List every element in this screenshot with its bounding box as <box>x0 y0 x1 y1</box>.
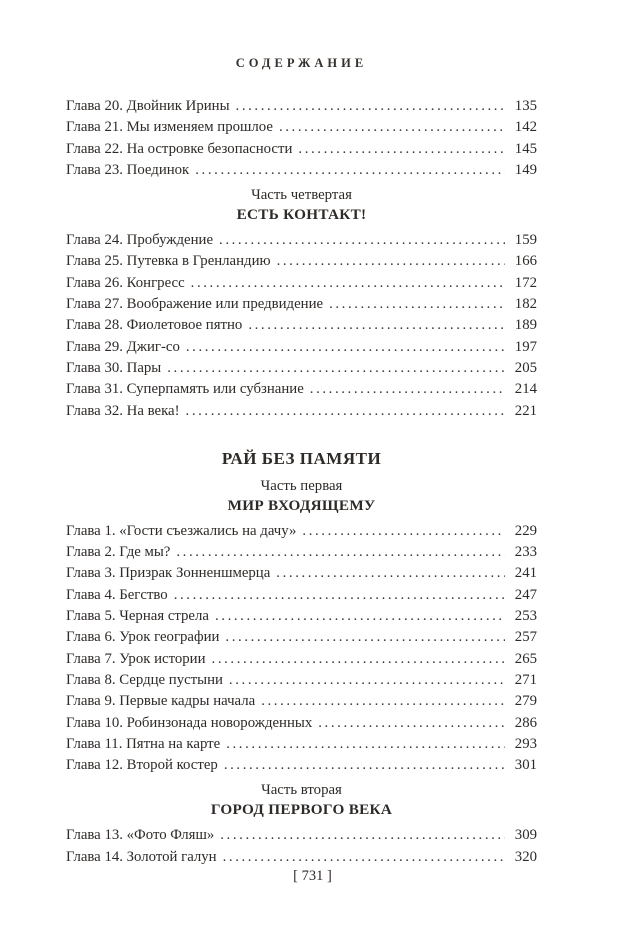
toc-entry <box>66 401 537 422</box>
toc-entry <box>66 825 537 846</box>
toc-entry <box>66 713 537 734</box>
toc-entry-page: 189 <box>514 317 537 334</box>
part-number: Часть вторая <box>261 782 342 799</box>
toc-entry-page: 182 <box>514 296 537 313</box>
toc-entry-title: Глава 11. Пятна на карте <box>66 735 221 752</box>
dot-leader <box>298 139 505 160</box>
toc-entry <box>66 337 537 358</box>
toc-entry <box>66 358 537 379</box>
dot-leader <box>224 755 505 776</box>
toc-entry-page: 159 <box>514 232 537 249</box>
dot-leader <box>186 337 505 358</box>
dot-leader <box>167 358 505 379</box>
toc-entry-title: Глава 28. Фиолетовое пятно <box>66 317 243 334</box>
toc-entry-page: 247 <box>514 586 537 603</box>
toc-entry-page: 286 <box>514 714 537 731</box>
dot-leader <box>279 117 505 138</box>
dot-leader <box>318 713 505 734</box>
toc-entry-page: 293 <box>514 735 537 752</box>
toc-entry <box>66 160 537 181</box>
dot-leader <box>261 691 505 712</box>
toc-entry-title: Глава 6. Урок географии <box>66 629 220 646</box>
dot-leader <box>176 542 505 563</box>
toc-entry <box>66 670 537 691</box>
toc-entry-page: 166 <box>514 253 537 270</box>
part-heading <box>66 477 537 516</box>
toc-entry <box>66 379 537 400</box>
toc-entry-title: Глава 23. Поединок <box>66 161 190 178</box>
toc-entry-page: 145 <box>514 140 537 157</box>
toc-entry-page: 233 <box>514 544 537 561</box>
dot-leader <box>186 401 505 422</box>
page-number: [ 731 ] <box>293 868 332 884</box>
book-title: РАЙ БЕЗ ПАМЯТИ <box>221 448 382 468</box>
toc-entry-page: 197 <box>514 338 537 355</box>
toc-entry <box>66 230 537 251</box>
toc-entry <box>66 649 537 670</box>
toc-entry-title: Глава 30. Пары <box>66 359 162 376</box>
part-number: Часть первая <box>260 477 343 494</box>
toc-entry-title: Глава 9. Первые кадры начала <box>66 693 256 710</box>
toc-entry-title: Глава 14. Золотой галун <box>66 848 217 865</box>
toc-entry-page: 205 <box>514 359 537 376</box>
dot-leader <box>191 273 505 294</box>
toc-entry-title: Глава 22. На островке безопасности <box>66 140 293 157</box>
dot-leader <box>219 230 505 251</box>
toc-entry <box>66 691 537 712</box>
part-title: МИР ВХОДЯЩЕМУ <box>227 496 376 514</box>
toc-entry-title: Глава 21. Мы изменяем прошлое <box>66 119 273 136</box>
toc-entry-title: Глава 24. Пробуждение <box>66 232 214 249</box>
toc-entry-page: 149 <box>514 161 537 178</box>
toc-entry-page: 229 <box>514 522 537 539</box>
toc-entry <box>66 251 537 272</box>
part-number: Часть четвертая <box>251 187 352 204</box>
toc-entry-page: 265 <box>514 650 537 667</box>
dot-leader <box>212 649 505 670</box>
toc-entry-page: 309 <box>514 827 537 844</box>
dot-leader <box>174 585 505 606</box>
toc-entry-title: Глава 31. Суперпамять или субзнание <box>66 381 304 398</box>
toc-entry <box>66 847 537 868</box>
toc-entry-page: 279 <box>514 693 537 710</box>
toc-entry <box>66 273 537 294</box>
toc-entry <box>66 563 537 584</box>
toc-entry <box>66 96 537 117</box>
dot-leader <box>226 734 505 755</box>
toc-entry-title: Глава 7. Урок истории <box>66 650 206 667</box>
toc-entry-title: Глава 32. На века! <box>66 402 180 419</box>
part-heading <box>66 186 537 225</box>
dot-leader <box>310 379 505 400</box>
toc-entry-title: Глава 13. «Фото Фляш» <box>66 827 215 844</box>
toc-entry-title: Глава 8. Сердце пустыни <box>66 671 223 688</box>
dot-leader <box>215 606 505 627</box>
toc-entry-page: 241 <box>514 565 537 582</box>
toc-entry-page: 301 <box>514 757 537 774</box>
toc-entry <box>66 117 537 138</box>
toc-entry <box>66 294 537 315</box>
toc-entry-title: Глава 3. Призрак Зонненшмерца <box>66 565 271 582</box>
toc-entry <box>66 315 537 336</box>
toc-entry-page: 214 <box>514 381 537 398</box>
dot-leader <box>229 670 505 691</box>
part-title: ЕСТЬ КОНТАКТ! <box>236 206 367 224</box>
toc-entry-page: 257 <box>514 629 537 646</box>
toc-entry-page: 142 <box>514 119 537 136</box>
dot-leader <box>220 825 505 846</box>
part-title: ГОРОД ПЕРВОГО ВЕКА <box>210 801 393 819</box>
toc-entry <box>66 521 537 542</box>
toc-entry-title: Глава 25. Путевка в Гренландию <box>66 253 271 270</box>
toc-entry-title: Глава 20. Двойник Ирины <box>66 98 230 114</box>
dot-leader <box>276 563 505 584</box>
toc-entry-page: 172 <box>514 274 537 291</box>
dot-leader <box>236 96 505 117</box>
toc-entry-page: 271 <box>514 671 537 688</box>
toc-entry-page: 253 <box>514 608 537 625</box>
dot-leader <box>248 315 505 336</box>
dot-leader <box>225 627 505 648</box>
toc-entry <box>66 734 537 755</box>
toc-entry <box>66 139 537 160</box>
part-heading <box>66 781 537 820</box>
toc-entry-title: Глава 4. Бегство <box>66 586 168 603</box>
toc-entry <box>66 542 537 563</box>
toc-entry-page: 135 <box>514 98 537 114</box>
dot-leader <box>223 847 505 868</box>
toc-blocks <box>66 96 537 868</box>
dot-leader <box>195 160 505 181</box>
toc-entry-page: 221 <box>514 402 537 419</box>
page-title: СОДЕРЖАНИЕ <box>235 56 368 70</box>
toc-entry-title: Глава 1. «Гости съезжались на дачу» <box>66 522 297 539</box>
toc-entry-title: Глава 27. Воображение или предвидение <box>66 296 324 313</box>
toc-entry <box>66 606 537 627</box>
toc-entry-title: Глава 5. Черная стрела <box>66 608 209 625</box>
toc-entry-title: Глава 12. Второй костер <box>66 757 218 774</box>
toc-entry <box>66 627 537 648</box>
dot-leader <box>302 521 505 542</box>
toc-entry-title: Глава 10. Робинзонада новорожденных <box>66 714 313 731</box>
dot-leader <box>329 294 505 315</box>
toc-entry-title: Глава 26. Конгресс <box>66 274 185 291</box>
toc-entry-page: 320 <box>514 848 537 865</box>
toc-entry <box>66 585 537 606</box>
dot-leader <box>277 251 505 272</box>
toc-entry <box>66 755 537 776</box>
toc-entry-title: Глава 29. Джиг-со <box>66 338 180 355</box>
toc-entry-title: Глава 2. Где мы? <box>66 544 171 561</box>
